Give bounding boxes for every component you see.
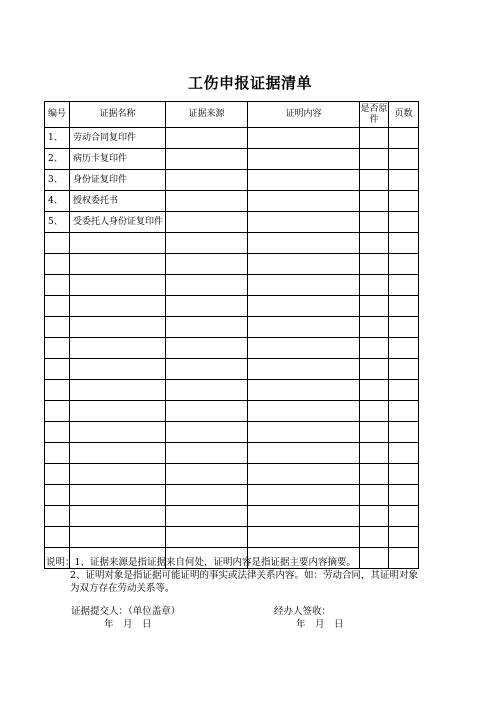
cell-evidence-source xyxy=(166,212,248,233)
cell-evidence-source xyxy=(166,338,248,359)
cell-proof-content xyxy=(248,128,360,149)
cell-page-count xyxy=(389,128,419,149)
cell-evidence-name xyxy=(70,506,166,527)
cell-number: 4、 xyxy=(45,191,70,212)
cell-evidence-source xyxy=(166,485,248,506)
cell-is-original xyxy=(360,296,389,317)
cell-proof-content xyxy=(248,317,360,338)
cell-page-count xyxy=(389,254,419,275)
cell-number xyxy=(45,254,70,275)
cell-number xyxy=(45,422,70,443)
cell-proof-content xyxy=(248,254,360,275)
cell-is-original xyxy=(360,212,389,233)
cell-is-original xyxy=(360,275,389,296)
cell-proof-content xyxy=(248,170,360,191)
cell-evidence-source xyxy=(166,380,248,401)
cell-proof-content xyxy=(248,506,360,527)
cell-number xyxy=(45,317,70,338)
cell-evidence-name xyxy=(70,401,166,422)
submitter-label: 证据提交人：（单位盖章） xyxy=(71,606,181,617)
cell-proof-content xyxy=(248,401,360,422)
header-number: 编号 xyxy=(45,102,70,128)
table-row xyxy=(45,128,419,149)
table-row xyxy=(45,338,419,359)
cell-is-original xyxy=(360,443,389,464)
cell-evidence-source xyxy=(166,527,248,548)
cell-evidence-name xyxy=(70,359,166,380)
cell-evidence-name xyxy=(70,338,166,359)
cell-proof-content xyxy=(248,275,360,296)
cell-number xyxy=(45,527,70,548)
table-body xyxy=(45,128,419,569)
cell-proof-content xyxy=(248,485,360,506)
cell-is-original xyxy=(360,359,389,380)
cell-number xyxy=(45,485,70,506)
cell-evidence-source xyxy=(166,506,248,527)
table-row xyxy=(45,254,419,275)
cell-evidence-name xyxy=(70,464,166,485)
cell-is-original xyxy=(360,191,389,212)
cell-page-count xyxy=(389,401,419,422)
cell-is-original xyxy=(360,317,389,338)
cell-page-count xyxy=(389,485,419,506)
submitter-date: 年 月 日 xyxy=(104,619,152,630)
header-evidence-name: 证据名称 xyxy=(70,102,166,128)
cell-proof-content xyxy=(248,338,360,359)
note-line-1: 说明：1、证据来源是指证据来自何处，证明内容是指证据主要内容摘要。 xyxy=(46,557,357,568)
table-row xyxy=(45,485,419,506)
table-row xyxy=(45,296,419,317)
evidence-table xyxy=(44,101,419,569)
cell-evidence-source xyxy=(166,233,248,254)
cell-page-count xyxy=(389,506,419,527)
page-title: 工伤申报证据清单 xyxy=(187,74,312,92)
cell-proof-content xyxy=(248,380,360,401)
cell-proof-content xyxy=(248,527,360,548)
cell-evidence-source xyxy=(166,422,248,443)
cell-number: 3、 xyxy=(45,170,70,191)
cell-page-count xyxy=(389,443,419,464)
cell-page-count xyxy=(389,233,419,254)
handler-label: 经办人签收： xyxy=(274,606,332,617)
cell-number: 5、 xyxy=(45,212,70,233)
cell-page-count xyxy=(389,212,419,233)
cell-evidence-name xyxy=(70,254,166,275)
table-row xyxy=(45,506,419,527)
notes-section xyxy=(46,556,436,595)
table-row xyxy=(45,212,419,233)
cell-is-original xyxy=(360,422,389,443)
cell-evidence-name: 劳动合同复印件 xyxy=(70,128,166,149)
cell-number xyxy=(45,275,70,296)
cell-proof-content xyxy=(248,296,360,317)
table-row xyxy=(45,191,419,212)
cell-evidence-name: 病历卡复印件 xyxy=(70,149,166,170)
table-row xyxy=(45,233,419,254)
cell-evidence-name: 受委托人身份证复印件 xyxy=(70,212,166,233)
table-row xyxy=(45,275,419,296)
header-is-original: 是否原件 xyxy=(360,102,389,128)
cell-is-original xyxy=(360,338,389,359)
cell-number xyxy=(45,506,70,527)
cell-proof-content xyxy=(248,443,360,464)
cell-page-count xyxy=(389,380,419,401)
cell-evidence-source xyxy=(166,254,248,275)
cell-proof-content xyxy=(248,464,360,485)
cell-evidence-name xyxy=(70,317,166,338)
cell-evidence-source xyxy=(166,191,248,212)
cell-evidence-source xyxy=(166,317,248,338)
cell-page-count xyxy=(389,527,419,548)
cell-evidence-source xyxy=(166,170,248,191)
cell-is-original xyxy=(360,233,389,254)
cell-proof-content xyxy=(248,359,360,380)
table-row xyxy=(45,527,419,548)
cell-proof-content xyxy=(248,149,360,170)
table-row xyxy=(45,359,419,380)
cell-number xyxy=(45,233,70,254)
cell-evidence-name xyxy=(70,380,166,401)
cell-number: 2、 xyxy=(45,149,70,170)
cell-evidence-name xyxy=(70,233,166,254)
cell-is-original xyxy=(360,464,389,485)
header-page-count: 页数 xyxy=(389,102,419,128)
cell-page-count xyxy=(389,170,419,191)
cell-page-count xyxy=(389,422,419,443)
cell-number xyxy=(45,443,70,464)
cell-number xyxy=(45,359,70,380)
cell-evidence-source xyxy=(166,443,248,464)
note-line-2: 2、证明对象是指证据可能证明的事实或法律关系内容。如：劳动合同，其证明对象 xyxy=(70,570,419,581)
cell-is-original xyxy=(360,380,389,401)
cell-is-original xyxy=(360,485,389,506)
cell-is-original xyxy=(360,254,389,275)
cell-evidence-name: 身份证复印件 xyxy=(70,170,166,191)
cell-evidence-source xyxy=(166,275,248,296)
cell-is-original xyxy=(360,149,389,170)
cell-number xyxy=(45,338,70,359)
cell-evidence-source xyxy=(166,359,248,380)
cell-number: 1、 xyxy=(45,128,70,149)
table-row xyxy=(45,464,419,485)
cell-evidence-source xyxy=(166,464,248,485)
cell-proof-content xyxy=(248,191,360,212)
cell-evidence-source xyxy=(166,401,248,422)
cell-evidence-name xyxy=(70,527,166,548)
cell-is-original xyxy=(360,506,389,527)
header-evidence-source: 证据来源 xyxy=(166,102,248,128)
cell-evidence-source xyxy=(166,149,248,170)
cell-proof-content xyxy=(248,422,360,443)
cell-page-count xyxy=(389,338,419,359)
cell-page-count xyxy=(389,275,419,296)
cell-evidence-source xyxy=(166,128,248,149)
cell-proof-content xyxy=(248,233,360,254)
table-row xyxy=(45,401,419,422)
table-row xyxy=(45,422,419,443)
cell-evidence-name: 授权委托书 xyxy=(70,191,166,212)
cell-is-original xyxy=(360,170,389,191)
cell-evidence-name xyxy=(70,296,166,317)
table-row xyxy=(45,443,419,464)
cell-proof-content xyxy=(248,212,360,233)
cell-number xyxy=(45,401,70,422)
cell-is-original xyxy=(360,401,389,422)
table-row xyxy=(45,380,419,401)
cell-page-count xyxy=(389,317,419,338)
cell-page-count xyxy=(389,359,419,380)
cell-page-count xyxy=(389,149,419,170)
cell-evidence-name xyxy=(70,275,166,296)
handler-date: 年 月 日 xyxy=(296,619,344,630)
cell-number xyxy=(45,380,70,401)
cell-is-original xyxy=(360,128,389,149)
cell-page-count xyxy=(389,464,419,485)
cell-page-count xyxy=(389,296,419,317)
cell-page-count xyxy=(389,191,419,212)
cell-number xyxy=(45,464,70,485)
cell-number xyxy=(45,296,70,317)
cell-evidence-name xyxy=(70,422,166,443)
header-proof-content: 证明内容 xyxy=(248,102,360,128)
cell-evidence-name xyxy=(70,485,166,506)
cell-evidence-name xyxy=(70,443,166,464)
table-header-row xyxy=(45,102,419,128)
table-row xyxy=(45,317,419,338)
table-row xyxy=(45,149,419,170)
cell-is-original xyxy=(360,527,389,548)
cell-evidence-source xyxy=(166,296,248,317)
table-row xyxy=(45,170,419,191)
note-line-3: 为双方存在劳动关系等。 xyxy=(70,583,175,594)
